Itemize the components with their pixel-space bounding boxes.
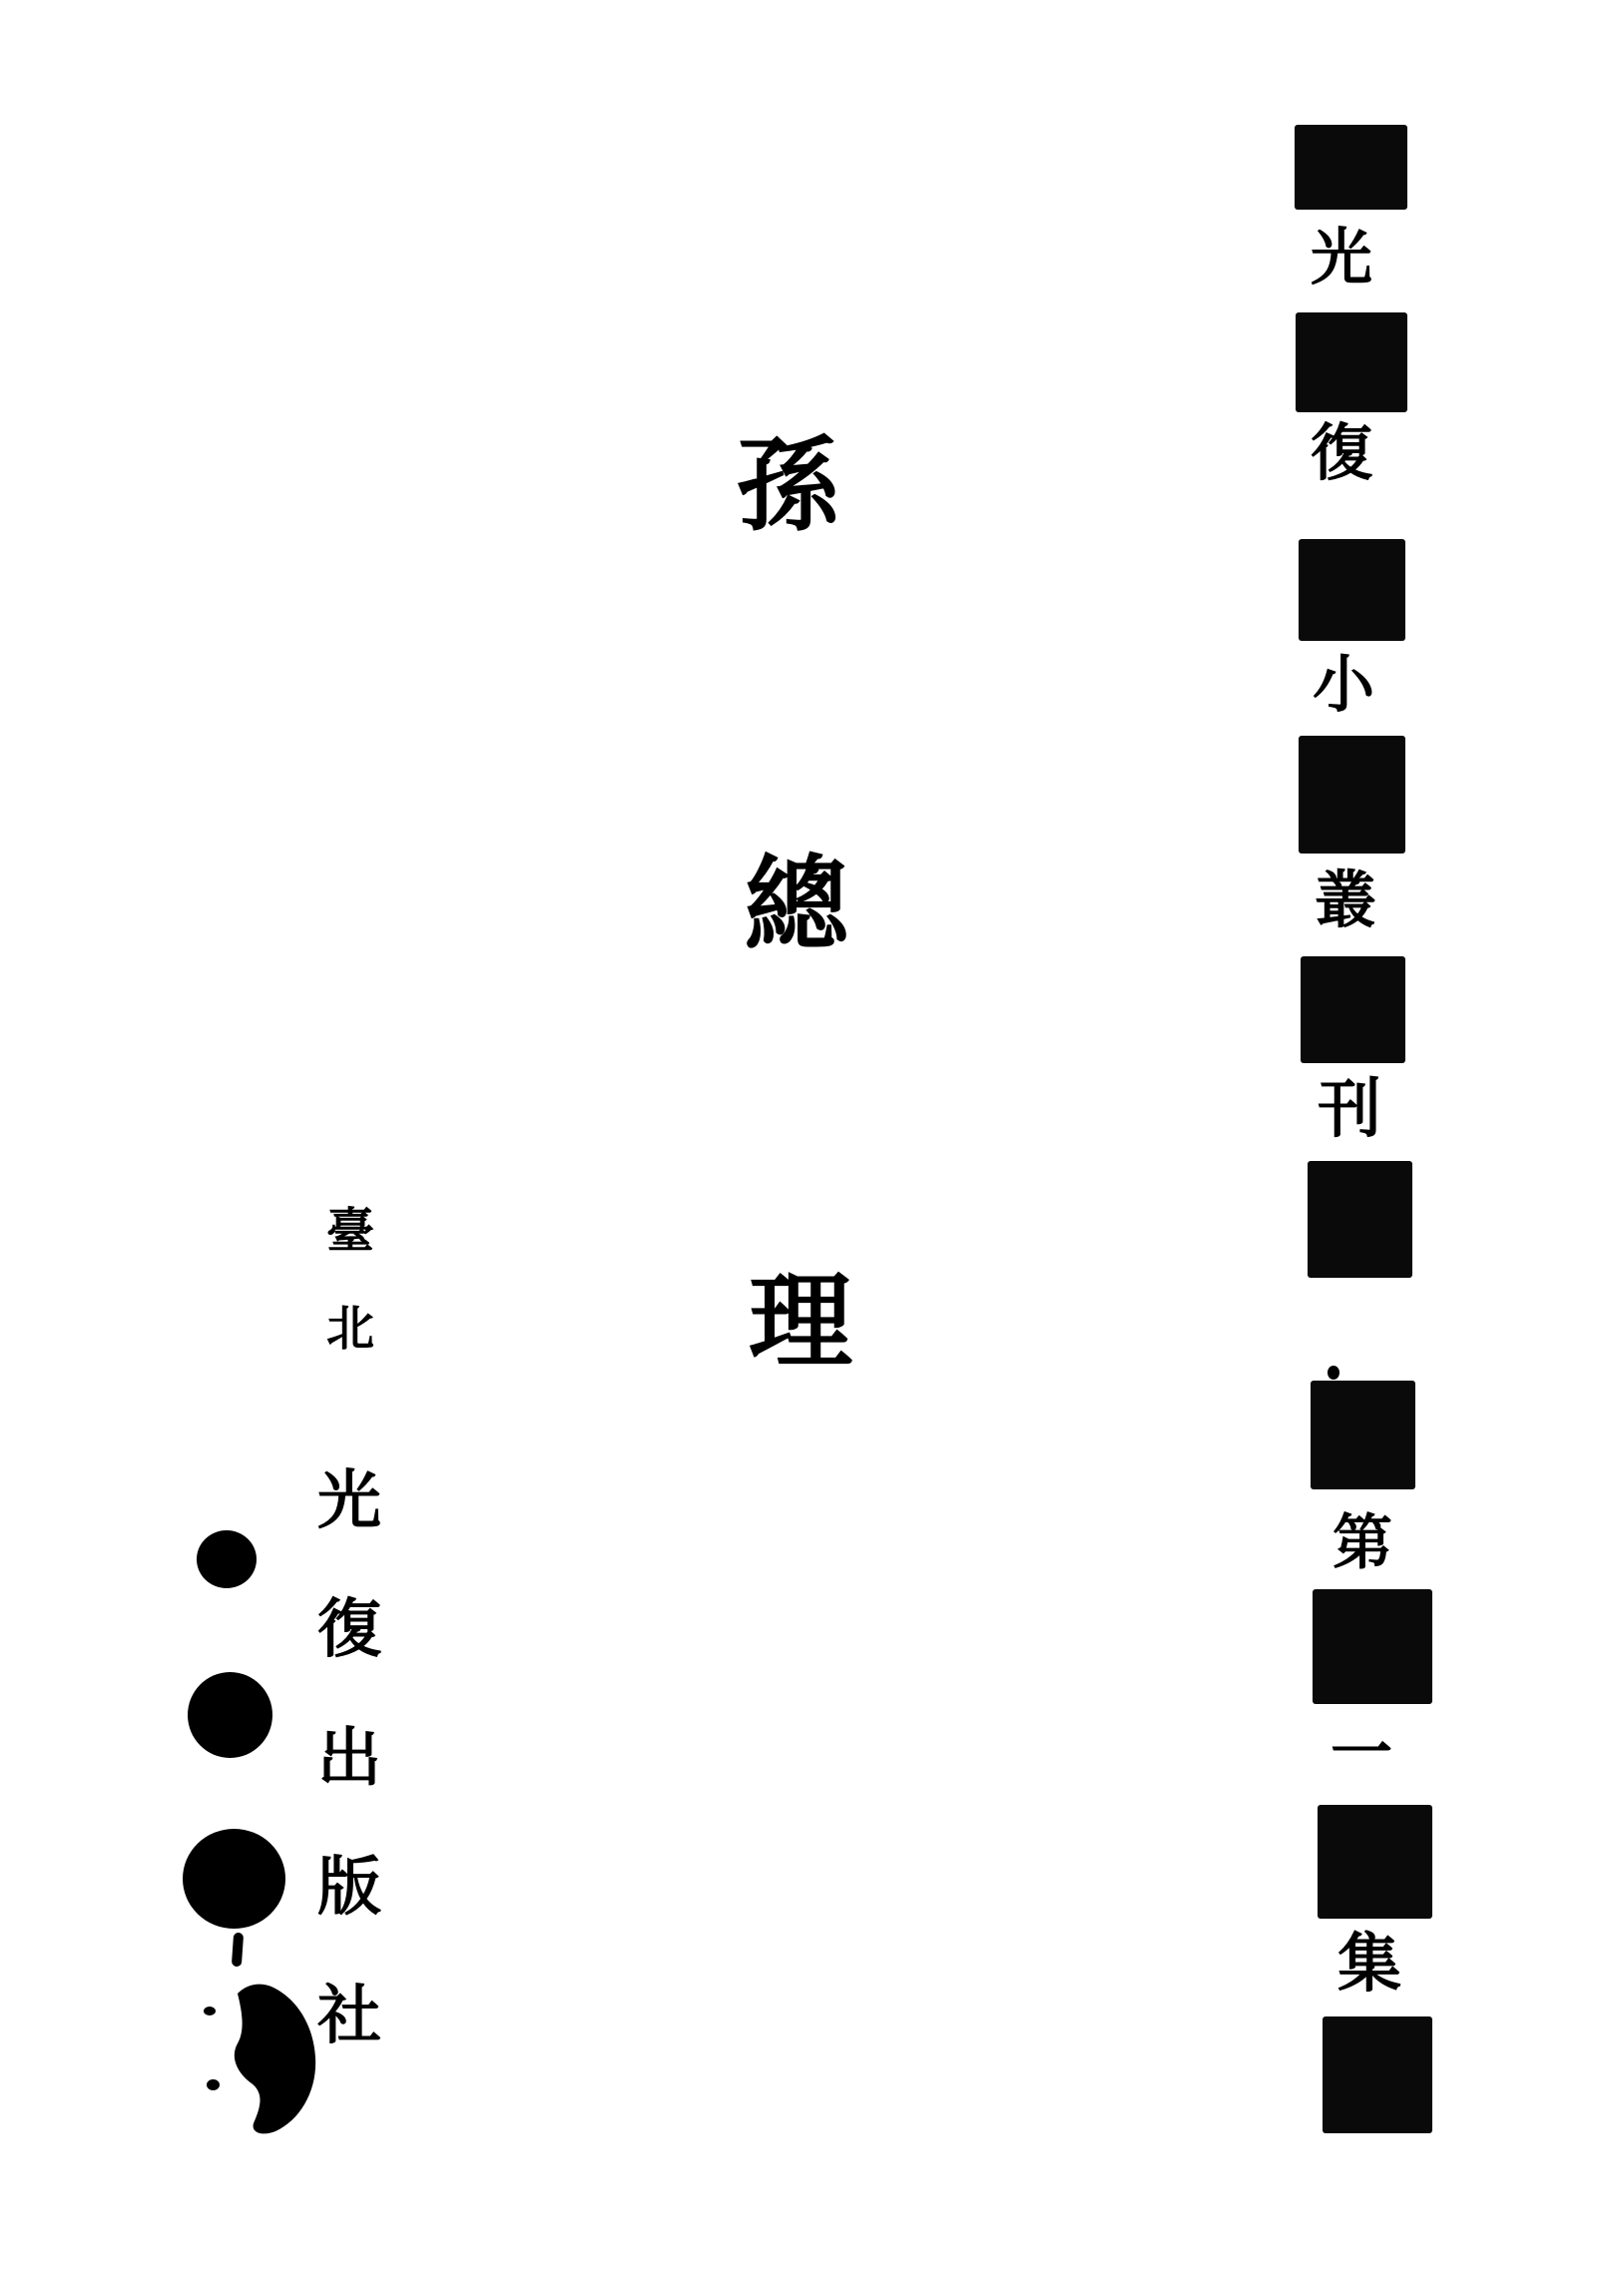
ink-block bbox=[1313, 1589, 1432, 1704]
ink-speck bbox=[207, 2079, 220, 2090]
publisher-char: 版 bbox=[317, 1852, 381, 1923]
series-char: 復 bbox=[1310, 420, 1372, 488]
ink-dot-medium bbox=[188, 1672, 272, 1758]
series-char: 光 bbox=[1310, 225, 1372, 292]
ink-dash bbox=[232, 1933, 244, 1968]
imprint-city-char: 北 bbox=[325, 1303, 374, 1356]
ink-block bbox=[1323, 2016, 1432, 2133]
publisher-char: 社 bbox=[317, 1981, 381, 2051]
ink-block bbox=[1299, 736, 1405, 854]
ink-block bbox=[1296, 312, 1407, 412]
ink-dot-large bbox=[183, 1829, 285, 1929]
publisher-char: 光 bbox=[317, 1465, 381, 1536]
volume-char: 一 bbox=[1330, 1720, 1392, 1788]
title-char: 孫 bbox=[737, 431, 838, 544]
title-char: 理 bbox=[748, 1266, 852, 1381]
ink-speck bbox=[1328, 1366, 1339, 1380]
ink-block bbox=[1318, 1805, 1432, 1919]
ink-dot-small bbox=[197, 1530, 257, 1588]
ink-crescent-blob bbox=[204, 1980, 321, 2137]
ink-block bbox=[1301, 956, 1405, 1063]
ink-speck bbox=[204, 2007, 216, 2015]
series-char: 刊 bbox=[1318, 1074, 1381, 1145]
title-char: 總 bbox=[744, 849, 848, 963]
ink-block bbox=[1295, 125, 1407, 210]
volume-char: 第 bbox=[1332, 1510, 1392, 1576]
imprint-city-char: 臺 bbox=[325, 1205, 374, 1258]
ink-block bbox=[1311, 1381, 1415, 1489]
ink-block bbox=[1308, 1161, 1412, 1278]
publisher-char: 出 bbox=[317, 1723, 381, 1794]
ink-block bbox=[1299, 539, 1405, 641]
series-char: 叢 bbox=[1314, 867, 1376, 935]
volume-char: 集 bbox=[1337, 1929, 1401, 2000]
series-char: 小 bbox=[1312, 652, 1374, 720]
publisher-char: 復 bbox=[317, 1594, 381, 1665]
